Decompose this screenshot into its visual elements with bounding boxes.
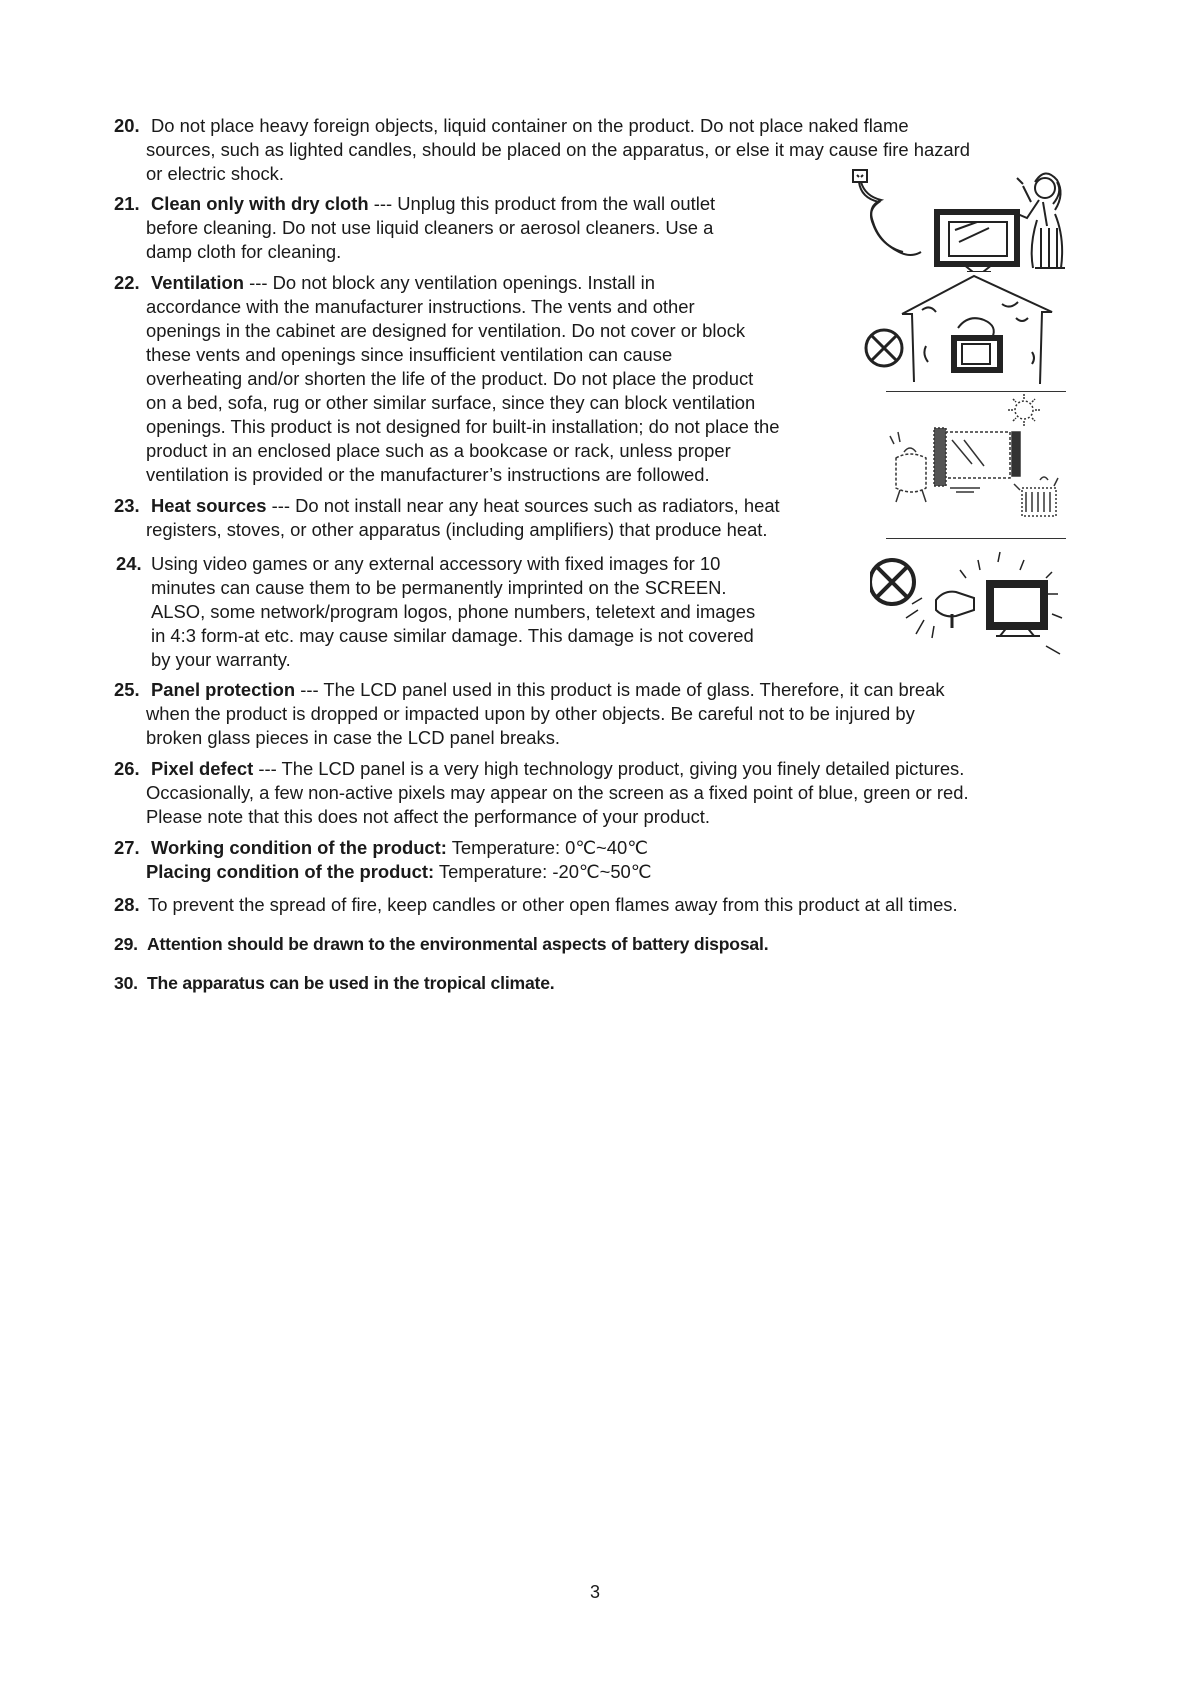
tv-near-heat-sources-illustration	[886, 392, 1068, 536]
item-text: --- The LCD panel is a very high technology product, giving you finely detailed pictures.	[253, 758, 965, 779]
item-text: --- The LCD panel used in this product is made of glass. Therefore, it can break	[295, 679, 945, 700]
item-text-line: when the product is dropped or impacted upon by other objects. Be careful not to be injured by	[146, 703, 915, 724]
item-text-line: by your warranty.	[151, 649, 291, 670]
item-number: 21.	[114, 193, 140, 214]
item-text-line: ALSO, some network/program logos, phone numbers, teletext and images	[151, 601, 756, 622]
item-text-line: The apparatus can be used in the tropical climate.	[147, 973, 555, 993]
item-number: 28.	[114, 894, 140, 915]
item-text-line	[151, 678, 945, 702]
prohibited-icon	[870, 560, 914, 604]
item-heading: Clean only with dry cloth	[151, 193, 369, 214]
item-text-line: damp cloth for cleaning.	[146, 241, 342, 262]
item-heading: Ventilation	[151, 272, 244, 293]
page-number: 3	[589, 1582, 600, 1602]
item-text-line: Using video games or any external accessory with fixed images for 10	[151, 553, 721, 574]
divider-line	[886, 538, 1066, 539]
item-text-line: before cleaning. Do not use liquid cleaners or aerosol cleaners. Use a	[146, 217, 714, 238]
item-number: 30.	[114, 973, 138, 993]
item-text-line: on a bed, sofa, rug or other similar surface, since they can block ventilation	[146, 392, 756, 413]
placing-condition-line	[146, 860, 651, 884]
sun-icon	[1008, 394, 1040, 426]
placing-condition-label: Placing condition of the product:	[146, 861, 435, 882]
item-text-line: sources, such as lighted candles, should be placed on the apparatus, or else it may cause fire hazard	[146, 139, 970, 160]
item-number: 20.	[114, 115, 140, 136]
prohibited-icon	[866, 330, 902, 366]
item-text-line	[151, 271, 655, 295]
item-text-line	[151, 757, 964, 781]
item-text-line	[151, 494, 780, 518]
item-text: --- Do not install near any heat sources such as radiators, heat	[266, 495, 780, 516]
item-text-line: or electric shock.	[146, 163, 284, 184]
item-text-line: product in an enclosed place such as a bookcase or rack, unless proper	[146, 440, 731, 461]
woman-cleaning-tv-illustration	[845, 168, 1077, 272]
item-text-line: To prevent the spread of fire, keep candles or other open flames away from this product at all times.	[148, 894, 958, 915]
item-text: --- Unplug this product from the wall outlet	[368, 193, 716, 214]
item-text-line: these vents and openings since insufficient ventilation can cause	[146, 344, 673, 365]
item-text-line: accordance with the manufacturer instructions. The vents and other	[146, 296, 695, 317]
item-text-line: overheating and/or shorten the life of the product. Do not place the product	[146, 368, 754, 389]
item-heading: Heat sources	[151, 495, 267, 516]
item-text: --- Do not block any ventilation openings. Install in	[244, 272, 655, 293]
working-condition-label: Working condition of the product:	[151, 837, 447, 858]
item-text-line: Please note that this does not affect the performance of your product.	[146, 806, 710, 827]
item-text-line: Occasionally, a few non-active pixels may appear on the screen as a fixed point of blue, green or red.	[146, 782, 969, 803]
item-text-line: ventilation is provided or the manufacturer’s instructions are followed.	[146, 464, 710, 485]
item-text-line: openings. This product is not designed for built-in installation; do not place the	[146, 416, 780, 437]
item-text-line: Do not place heavy foreign objects, liquid container on the product. Do not place naked flame	[151, 115, 909, 136]
item-number: 22.	[114, 272, 140, 293]
item-heading: Panel protection	[151, 679, 296, 700]
item-text-line: broken glass pieces in case the LCD panel breaks.	[146, 727, 561, 748]
item-number: 23.	[114, 495, 140, 516]
item-heading: Pixel defect	[151, 758, 254, 779]
item-number: 29.	[114, 934, 138, 954]
item-text-line: openings in the cabinet are designed for ventilation. Do not cover or block	[146, 320, 746, 341]
working-condition-line	[151, 836, 648, 860]
working-condition-value: Temperature: 0℃~40℃	[446, 837, 648, 858]
tv-in-house-prohibited-illustration	[862, 272, 1076, 390]
item-text-line: registers, stoves, or other apparatus (including amplifiers) that produce heat.	[146, 519, 768, 540]
tv-fixed-image-prohibited-illustration	[870, 548, 1076, 658]
item-number: 26.	[114, 758, 140, 779]
item-text-line: Attention should be drawn to the environmental aspects of battery disposal.	[147, 934, 769, 954]
item-number: 24.	[116, 553, 142, 574]
item-number: 27.	[114, 837, 140, 858]
placing-condition-value: Temperature: -20℃~50℃	[434, 861, 652, 882]
item-text-line	[151, 192, 715, 216]
item-text-line: minutes can cause them to be permanently imprinted on the SCREEN.	[151, 577, 727, 598]
item-text-line: in 4:3 form-at etc. may cause similar damage. This damage is not covered	[151, 625, 754, 646]
item-number: 25.	[114, 679, 140, 700]
